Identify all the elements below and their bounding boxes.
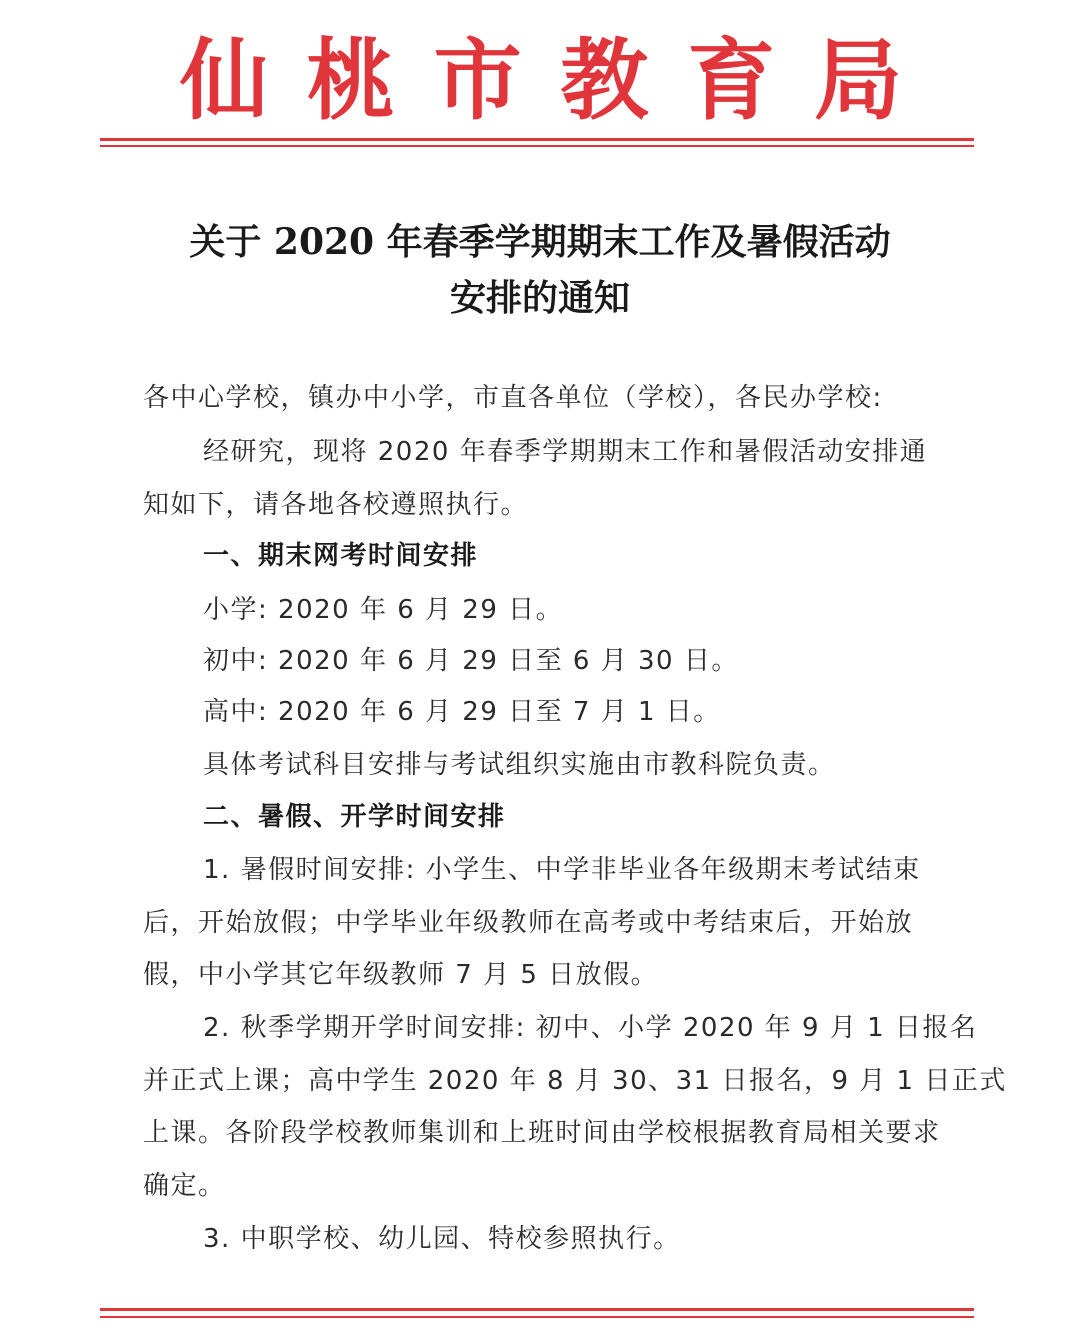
item-1-line-3: 假，中小学其它年级教师 7 月 5 日放假。 <box>143 960 659 990</box>
letterhead-rule-top <box>100 138 974 141</box>
letterhead-rule-bottom <box>100 145 974 147</box>
letterhead-char: 市 <box>433 28 522 132</box>
item-3: 3. 中职学校、幼儿园、特校参照执行。 <box>203 1224 681 1254</box>
letterhead-char: 局 <box>813 28 902 132</box>
exam-note: 具体考试科目安排与考试组织实施由市教科院负责。 <box>203 750 836 780</box>
exam-primary: 小学: 2020 年 6 月 29 日。 <box>203 595 564 625</box>
item-1-line-2: 后，开始放假；中学毕业年级教师在高考或中考结束后，开始放 <box>143 908 914 938</box>
item-2-line-3: 上课。各阶段学校教师集训和上班时间由学校根据教育局相关要求 <box>143 1118 941 1148</box>
intro-line-1: 经研究，现将 2020 年春季学期期末工作和暑假活动安排通 <box>203 437 928 467</box>
item-2-line-4: 确定。 <box>143 1171 226 1201</box>
document-title-line-1: 关于 2020 年春季学期期末工作及暑假活动 <box>189 221 891 263</box>
footer-rule-top <box>100 1308 974 1311</box>
item-1-line-1: 1. 暑假时间安排: 小学生、中学非毕业各年级期末考试结束 <box>203 855 921 885</box>
letterhead-char: 桃 <box>306 28 395 132</box>
document-title-line-2: 安排的通知 <box>449 277 630 319</box>
section-2-heading: 二、暑假、开学时间安排 <box>203 802 506 832</box>
intro-line-2: 知如下，请各地各校遵照执行。 <box>143 490 529 520</box>
letterhead-char: 仙 <box>180 28 269 132</box>
exam-junior: 初中: 2020 年 6 月 29 日至 6 月 30 日。 <box>203 646 739 676</box>
letterhead-title <box>100 30 980 130</box>
salutation: 各中心学校，镇办中小学，市直各单位（学校），各民办学校: <box>143 383 883 413</box>
exam-senior: 高中: 2020 年 6 月 29 日至 7 月 1 日。 <box>203 697 721 727</box>
footer-rule-bottom <box>100 1316 974 1318</box>
letterhead-char: 教 <box>560 28 649 132</box>
item-2-line-2: 并正式上课；高中学生 2020 年 8 月 30、31 日报名，9 月 1 日正式 <box>143 1066 1007 1096</box>
section-1-heading: 一、期末网考时间安排 <box>203 541 479 571</box>
letterhead-char: 育 <box>687 28 776 132</box>
item-2-line-1: 2. 秋季学期开学时间安排: 初中、小学 2020 年 9 月 1 日报名 <box>203 1013 978 1043</box>
